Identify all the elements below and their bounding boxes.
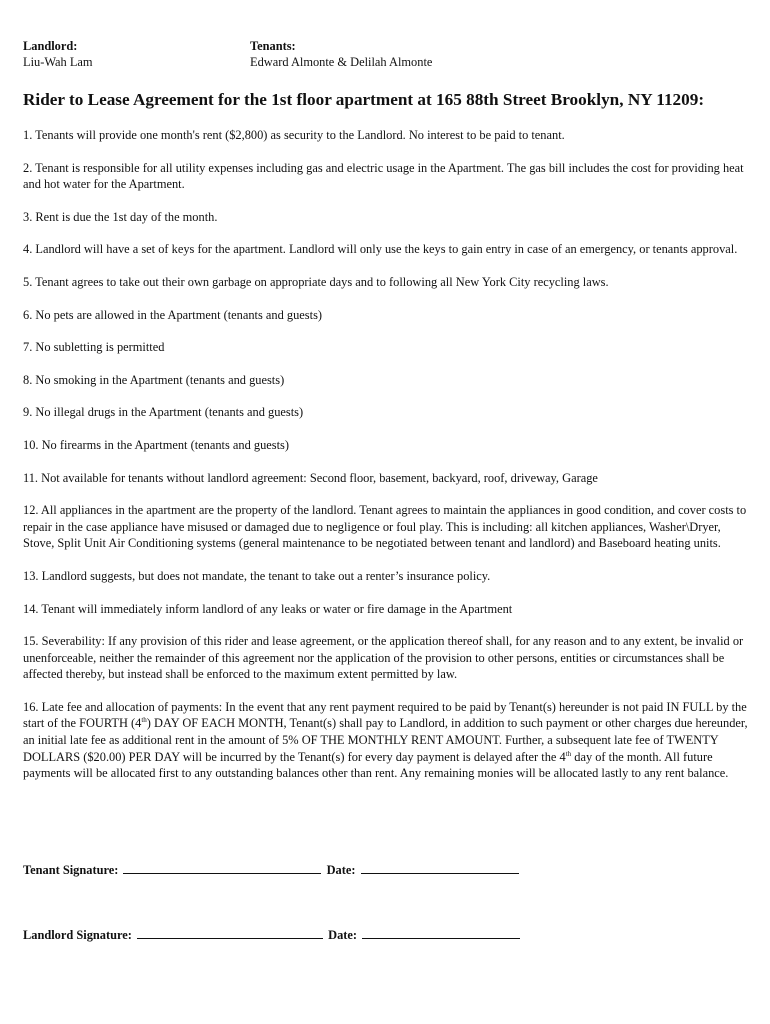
clause-13: 13. Landlord suggests, but does not mandate, the tenant to take out a renter’s insurance policy. — [23, 568, 491, 583]
landlord-date-label: Date: — [328, 928, 358, 942]
clause-16-text-2: ) DAY OF EACH MONTH, Tenant(s) shall pay to Landlord, in addition to such payment or other charges due hereunder, an initial late fee as additional rent in the amount of 5% OF THE MONTHLY RENT AMOUNT. Further, a subsequent late fee of TWENTY DOLLARS ($20.00) PER DAY will be incurred by the Tenant(s) for every day payment is delayed after the 4 — [23, 716, 748, 764]
tenant-date-field[interactable] — [361, 862, 519, 874]
clause-15: 15. Severability: If any provision of this rider and lease agreement, or the application thereof shall, for any reason and to any extent, be invalid or unenforceable, neither the remainder of this agreement nor the application of the provision to other persons, entities or circumstances shall be affected thereby, but instead shall be enforced to the maximum extent permitted by law. — [23, 634, 744, 682]
rider-document — [23, 38, 753, 798]
tenants-block — [250, 38, 432, 70]
landlord-name: Liu-Wah Lam — [23, 55, 93, 69]
clause-8: 8. No smoking in the Apartment (tenants and guests) — [23, 372, 285, 387]
clause-14: 14. Tenant will immediately inform landlord of any leaks or water or fire damage in the Apartment — [23, 601, 513, 616]
clause-list — [23, 127, 753, 782]
landlord-signature-field[interactable] — [137, 927, 323, 939]
clause-12: 12. All appliances in the apartment are the property of the landlord. Tenant agrees to maintain the appliances in good condition, and cover costs to repair in the case appliance have misused or damaged due to negligence or foul play. This is including: all kitchen appliances, Washer\Dryer, Stove, Split Unit Air Conditioning systems (general maintenance to be negotiated between tenant and landlord) and Baseboard heating units. — [23, 503, 747, 551]
tenant-date-label: Date: — [326, 863, 356, 877]
tenants-names: Edward Almonte & Delilah Almonte — [250, 55, 433, 69]
clause-3: 3. Rent is due the 1st day of the month. — [23, 209, 218, 224]
clause-9: 9. No illegal drugs in the Apartment (tenants and guests) — [23, 405, 304, 420]
clause-10: 10. No firearms in the Apartment (tenants and guests) — [23, 437, 289, 452]
clause-2: 2. Tenant is responsible for all utility expenses including gas and electric usage in the Apartment. The gas bill includes the cost for providing heat and hot water for the Apartment. — [23, 160, 744, 192]
parties-header — [23, 38, 753, 70]
clause-16-superscript-2: th — [565, 749, 572, 758]
clause-16-superscript-1: th — [141, 716, 147, 725]
tenant-signature-label: Tenant Signature: — [23, 863, 119, 877]
clause-6: 6. No pets are allowed in the Apartment (tenants and guests) — [23, 307, 323, 322]
clause-11: 11. Not available for tenants without landlord agreement: Second floor, basement, backyard, roof, driveway, Garage — [23, 470, 598, 485]
clause-16-text-1: 16. Late fee and allocation of payments: In the event that any rent payment required to be paid by Tenant(s) hereunder is not paid IN FULL by the start of the FOURTH (4 — [23, 699, 747, 731]
landlord-date-field[interactable] — [362, 927, 520, 939]
landlord-label: Landlord: — [23, 39, 78, 53]
clause-16 — [23, 699, 753, 782]
clause-5: 5. Tenant agrees to take out their own garbage on appropriate days and to following all New York City recycling laws. — [23, 274, 609, 289]
tenant-signature-field[interactable] — [123, 862, 321, 874]
clause-16-text-3: day of the month. All future payments will be allocated first to any outstanding balances other than rent. Any remaining monies will be allocated lastly to any rent balance. — [23, 749, 729, 781]
landlord-block — [23, 38, 250, 70]
landlord-signature-label: Landlord Signature: — [23, 928, 132, 942]
tenants-label: Tenants: — [250, 39, 296, 53]
clause-1: 1. Tenants will provide one month's rent ($2,800) as security to the Landlord. No interest to be paid to tenant. — [23, 128, 565, 142]
clause-4: 4. Landlord will have a set of keys for the apartment. Landlord will only use the keys to gain entry in case of an emergency, or tenants approval. — [23, 242, 738, 257]
landlord-signature-row — [23, 927, 522, 944]
document-title: Rider to Lease Agreement for the 1st floor apartment at 165 88th Street Brooklyn, NY 11209: — [23, 90, 705, 109]
tenant-signature-row — [23, 862, 521, 879]
clause-7: 7. No subletting is permitted — [23, 340, 165, 355]
